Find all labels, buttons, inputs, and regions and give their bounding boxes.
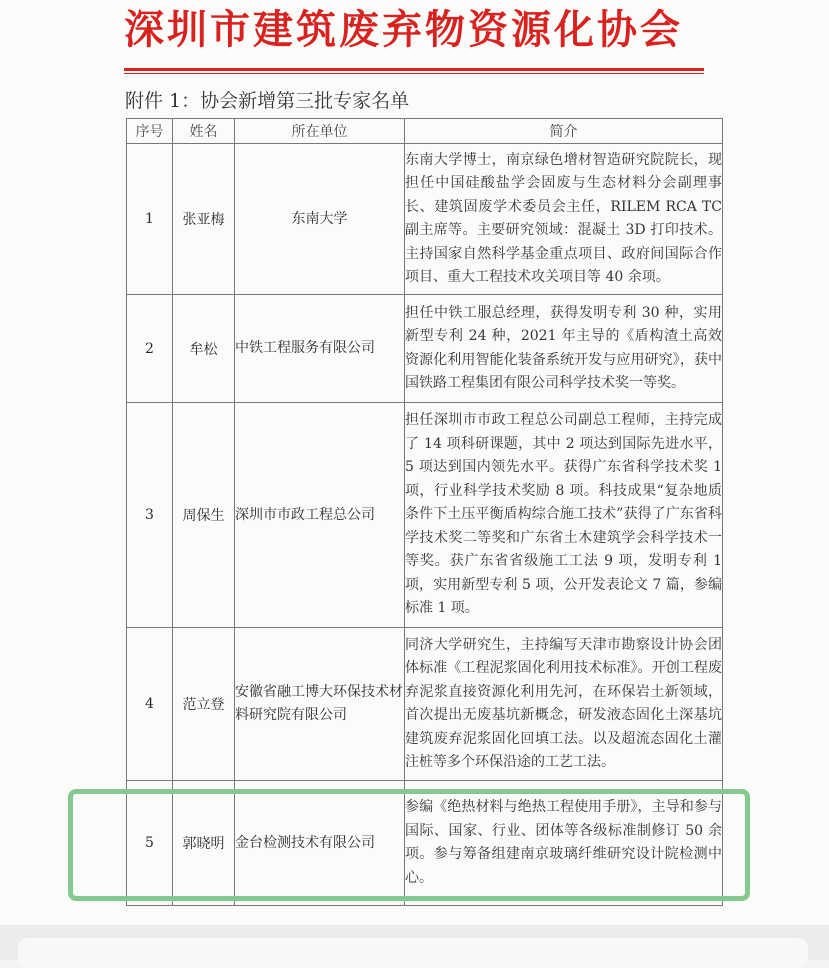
expert-name: 范立登	[173, 628, 235, 781]
bottom-card	[18, 938, 808, 968]
expert-name: 张亚梅	[173, 144, 235, 295]
expert-organization: 中铁工程服务有限公司	[235, 295, 405, 403]
letterhead-title: 深圳市建筑废弃物资源化协会	[124, 7, 683, 53]
expert-profile: 参编《绝热材料与绝热工程使用手册》，主导和参与国际、国家、行业、团体等各级标准制修订 50 余项。参与筹备组建南京玻璃纤维研究设计院检测中心。	[405, 781, 723, 906]
row-number: 5	[127, 781, 173, 906]
expert-table	[126, 118, 723, 906]
table-row	[127, 144, 723, 295]
table-row	[127, 403, 723, 628]
expert-organization: 安徽省融工博大环保技术材料研究院有限公司	[235, 628, 405, 781]
expert-name: 周保生	[173, 403, 235, 628]
expert-organization: 深圳市市政工程总公司	[235, 403, 405, 628]
expert-organization: 东南大学	[235, 144, 405, 295]
expert-profile: 担任中铁工服总经理，获得发明专利 30 种，实用新型专利 24 种，2021 年主导的《盾构渣土高效资源化利用智能化装备系统开发与应用研究》，获中国铁路工程集团有限公司科学技术奖一等奖。	[405, 295, 723, 403]
row-number: 4	[127, 628, 173, 781]
expert-profile: 同济大学研究生，主持编写天津市勘察设计协会团体标准《工程泥浆固化利用技术标准》。开创工程废弃泥浆直接资源化利用先河，在环保岩土新领域，首次提出无废基坑新概念，研发液态固化土深基坑建筑废弃泥浆固化回填工法。以及超流态固化土灌注桩等多个环保沿途的工艺工法。	[405, 628, 723, 781]
row-number: 2	[127, 295, 173, 403]
expert-name: 牟松	[173, 295, 235, 403]
column-header-number: 序号	[127, 119, 173, 144]
letterhead-rule-thin	[124, 73, 704, 74]
table-header-row	[127, 119, 723, 144]
expert-organization: 金台检测技术有限公司	[235, 781, 405, 906]
highlight-annotation-box	[68, 789, 750, 901]
column-header-profile: 简介	[405, 119, 723, 144]
attachment-title: 附件 1：协会新增第三批专家名单	[125, 90, 410, 112]
row-number: 3	[127, 403, 173, 628]
expert-profile: 东南大学博士，南京绿色增材智造研究院院长，现担任中国硅酸盐学会固废与生态材料分会副理事长、建筑固废学术委员会主任，RILEM RCA TC 副主席等。主要研究领域：混凝土 3D 打印技术。主持国家自然科学基金重点项目、政府间国际合作项目、重大工程技术攻关项目等 40 余项。	[405, 144, 723, 295]
table-row	[127, 628, 723, 781]
expert-name: 郭晓明	[173, 781, 235, 906]
row-number: 1	[127, 144, 173, 295]
table-row	[127, 295, 723, 403]
expert-profile: 担任深圳市市政工程总公司副总工程师，主持完成了 14 项科研课题，其中 2 项达到国际先进水平，5 项达到国内领先水平。获得广东省科学技术奖 1 项，行业科学技术奖励 8 项。科技成果“复杂地质条件下土压平衡盾构综合施工技术”获得了广东省科学技术奖二等奖和广东省土木建筑学会科学技术一等奖。获广东省省级施工工法 9 项，发明专利 1 项，实用新型专利 5 项，公开发表论文 7 篇，参编标准 1 项。	[405, 403, 723, 628]
column-header-organization: 所在单位	[235, 119, 405, 144]
column-header-name: 姓名	[173, 119, 235, 144]
letterhead-rule	[124, 68, 704, 71]
